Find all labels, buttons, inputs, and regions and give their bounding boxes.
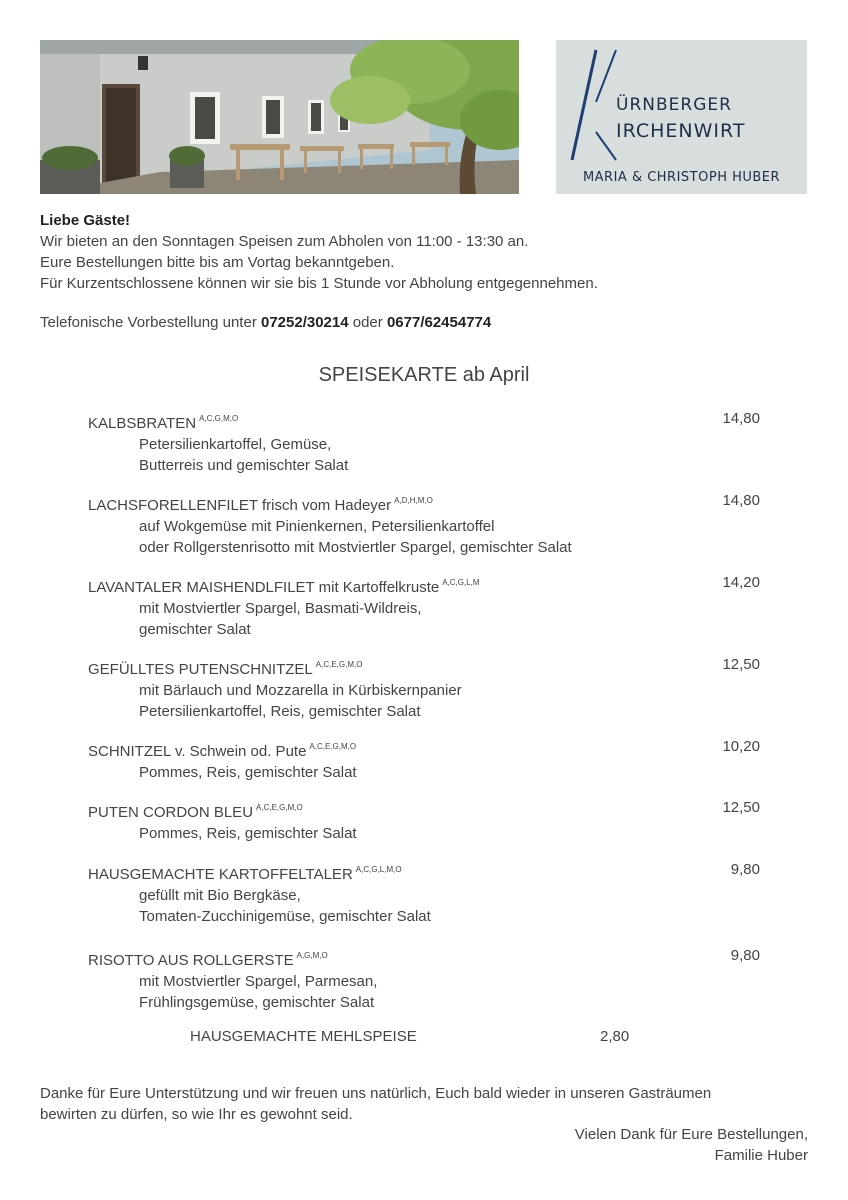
dish-name: RISOTTO AUS ROLLGERSTE — [88, 952, 294, 969]
menu-item — [88, 945, 760, 1013]
logo-line-kirchenwirt: IRCHENWIRT — [616, 120, 746, 142]
dish-price: 14,80 — [722, 492, 760, 509]
allergen-codes: A,C,G,L,M,O — [355, 865, 402, 874]
dish-description: gefüllt mit Bio Bergkäse, — [139, 887, 301, 904]
phone-number-mobile: 0677/62454774 — [386, 314, 492, 331]
dish-description: oder Rollgerstenrisotto mit Mostviertler Spargel, gemischter Salat — [139, 539, 572, 556]
dish-description: mit Mostviertler Spargel, Basmati-Wildreis, — [139, 600, 422, 617]
dish-price: 9,80 — [730, 861, 760, 878]
greeting: Liebe Gäste! — [40, 212, 131, 229]
menu-item — [88, 408, 760, 476]
allergen-codes: A,C,E,G,M,O — [309, 742, 357, 751]
menu-item — [88, 654, 760, 722]
dish-price: 14,80 — [722, 410, 760, 427]
dish-price: 14,20 — [722, 574, 760, 591]
dish-name: GEFÜLLTES PUTENSCHNITZEL — [88, 661, 313, 678]
dish-description: gemischter Salat — [139, 621, 251, 638]
dish-description: mit Bärlauch und Mozzarella in Kürbiskernpanier — [139, 682, 462, 699]
dessert-name: HAUSGEMACHTE MEHLSPEISE — [190, 1028, 417, 1045]
thanks-line: bewirten zu dürfen, so wie Ihr es gewohnt seid. — [40, 1106, 353, 1123]
menu-item — [88, 572, 760, 640]
intro-line: Wir bieten an den Sonntagen Speisen zum Abholen von 11:00 - 13:30 an. — [40, 233, 529, 250]
closing-signature — [575, 1124, 808, 1166]
dish-description: auf Wokgemüse mit Pinienkernen, Petersilienkartoffel — [139, 518, 495, 535]
logo-line-kurnberger: ÜRNBERGER — [616, 95, 732, 115]
dish-price: 9,80 — [730, 947, 760, 964]
dish-description: Butterreis und gemischter Salat — [139, 457, 349, 474]
phone-number-landline: 07252/30214 — [260, 314, 349, 331]
dish-description: Frühlingsgemüse, gemischter Salat — [139, 994, 375, 1011]
allergen-codes: A,G,M,O — [296, 951, 328, 960]
dessert-price: 2,80 — [600, 1028, 630, 1045]
restaurant-logo — [556, 40, 807, 194]
thanks-line: Danke für Eure Unterstützung und wir freuen uns natürlich, Euch bald wieder in unseren Gasträumen — [40, 1085, 712, 1102]
dish-description: Pommes, Reis, gemischter Salat — [139, 825, 357, 842]
dish-description: Tomaten-Zucchinigemüse, gemischter Salat — [139, 908, 431, 925]
thanks-text — [40, 1083, 800, 1125]
intro-text — [40, 210, 598, 294]
dish-name: SCHNITZEL v. Schwein od. Pute — [88, 743, 307, 760]
phone-order-line — [40, 314, 491, 331]
dish-name: KALBSBRATEN — [88, 415, 197, 432]
dish-name: HAUSGEMACHTE KARTOFFELTALER — [88, 866, 353, 883]
logo-owners: MARIA & CHRISTOPH HUBER — [582, 170, 781, 185]
allergen-codes: A,C,G,L,M — [442, 578, 480, 587]
dish-description: Petersilienkartoffel, Reis, gemischter Salat — [139, 703, 421, 720]
phone-joiner: oder — [352, 314, 383, 331]
closing-line: Vielen Dank für Eure Bestellungen, — [574, 1126, 808, 1143]
allergen-codes: A,C,E,G,M,O — [256, 803, 303, 812]
allergen-codes: A,D,H,M,O — [394, 496, 433, 505]
restaurant-terrace-photo — [40, 40, 519, 194]
dish-name: LAVANTALER MAISHENDLFILET mit Kartoffelkruste — [88, 579, 440, 596]
intro-line: Eure Bestellungen bitte bis am Vortag bekanntgeben. — [40, 254, 395, 271]
menu-item — [88, 736, 760, 783]
dish-description: Pommes, Reis, gemischter Salat — [139, 764, 357, 781]
dish-description: mit Mostviertler Spargel, Parmesan, — [139, 973, 378, 990]
dish-name: PUTEN CORDON BLEU — [88, 804, 254, 821]
allergen-codes: A,C,E,G,M,O — [315, 660, 363, 669]
dish-price: 10,20 — [722, 738, 760, 755]
closing-family: Familie Huber — [714, 1147, 808, 1164]
phone-prefix: Telefonische Vorbestellung unter — [40, 314, 257, 331]
dish-description: Petersilienkartoffel, Gemüse, — [139, 436, 332, 453]
menu-item — [88, 859, 760, 927]
menu-title: SPEISEKARTE ab April — [318, 364, 530, 386]
menu-item — [88, 490, 760, 558]
intro-line: Für Kurzentschlossene können wir sie bis 1 Stunde vor Abholung entgegennehmen. — [40, 275, 598, 292]
dish-price: 12,50 — [722, 799, 760, 816]
menu-item — [88, 797, 760, 844]
dish-name: LACHSFORELLENFILET frisch vom Hadeyer — [88, 497, 392, 514]
dish-price: 12,50 — [722, 656, 760, 673]
allergen-codes: A,C,G,M,O — [199, 414, 239, 423]
